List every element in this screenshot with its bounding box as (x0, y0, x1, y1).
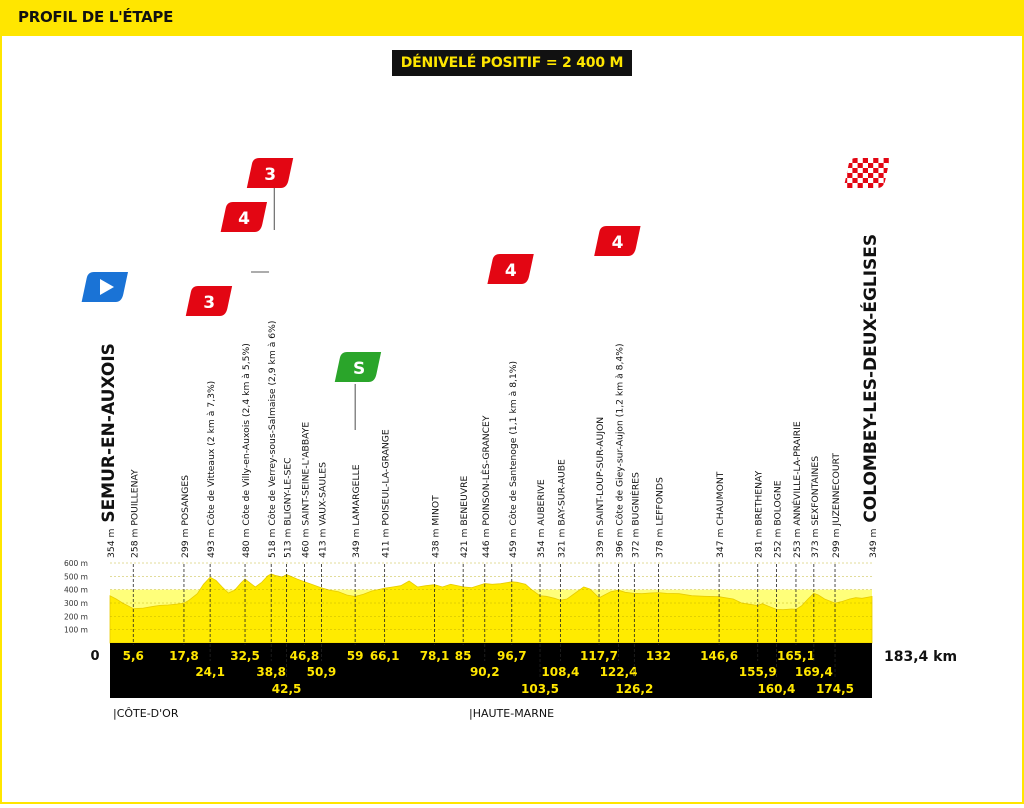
finish-marker (842, 158, 894, 188)
sprint-label: S (353, 359, 366, 379)
point-label: 518 m Côte de Verrey-sous-Salmaise (2,9 km à 6%) (267, 320, 279, 558)
point-label: 299 m JUZENNECOURT (831, 453, 843, 558)
point-label: 446 m POINSON-LÈS-GRANCEY (480, 415, 492, 558)
point-label: 253 m ANNÉVILLE-LA-PRAIRIE (791, 421, 803, 558)
km-value-label: 146,6 (700, 649, 739, 663)
km-value-label: 96,7 (496, 649, 527, 663)
point-label: 438 m MINOT (430, 495, 442, 558)
point-label: 349 m LAMARGELLE (351, 464, 363, 558)
km-value-label: 132 (645, 649, 671, 663)
checker-cell (873, 178, 878, 183)
km-value-label: 117,7 (580, 649, 619, 663)
point-label: 396 m Côte de Giey-sur-Aujon (1,2 km à 8,4%) (614, 343, 626, 558)
climb-category-label: 4 (611, 233, 624, 253)
km-value-label: 17,8 (169, 649, 199, 663)
checker-cell (884, 178, 889, 183)
y-tick-label: 200 m (63, 612, 88, 622)
point-label: 299 m POSANGES (179, 474, 191, 558)
point-altitude: 354 m (106, 525, 117, 558)
point-label: 411 m POISEUL-LA-GRANGE (380, 429, 392, 558)
checker-cell (863, 168, 868, 173)
sprint-marker (335, 352, 381, 382)
point-label: 354 m AUBERIVE (536, 479, 548, 558)
y-tick-label: 400 m (63, 585, 88, 595)
climb-category-marker (186, 286, 232, 316)
point-label (859, 234, 881, 558)
km-value-label: 103,5 (521, 682, 560, 696)
point-label: 252 m BOLOGNE (772, 480, 784, 558)
km-value-label: 66,1 (369, 649, 400, 663)
km-value-label: 122,4 (599, 665, 638, 679)
point-name: SEMUR-EN-AUXOIS (99, 343, 119, 523)
km-value-label: 78,1 (419, 649, 450, 663)
climb-category-label: 4 (504, 261, 517, 281)
checker-cell (884, 158, 889, 163)
checker-cell (842, 178, 847, 183)
km-value-label: 90,2 (469, 665, 500, 679)
y-tick-label: 300 m (63, 599, 88, 608)
point-label: 281 m BRETHENAY (753, 470, 765, 558)
point-label: 421 m BENEUVRE (459, 475, 471, 558)
checker-cell (847, 173, 852, 178)
checker-cell (873, 168, 878, 173)
point-label: 480 m Côte de Villy-en-Auxois (2,4 km à 5,5%) (241, 343, 253, 558)
km-start-label: 0 (90, 649, 100, 664)
climb-category-marker (247, 158, 293, 188)
climb-category-marker (487, 254, 533, 284)
region-label: |CÔTE-D'OR (113, 707, 179, 720)
climb-category-label: 4 (238, 209, 250, 229)
point-label: 321 m BAY-SUR-AUBE (556, 459, 568, 558)
km-value-label: 50,9 (306, 665, 337, 679)
markers-layer (82, 158, 894, 430)
km-value-label: 46,8 (289, 649, 320, 663)
km-end-label: 183,4 km (884, 649, 958, 665)
checker-cell (852, 168, 857, 173)
y-tick-label: 500 m (63, 572, 88, 582)
checker-cell (842, 168, 847, 173)
km-value-label: 85 (454, 649, 472, 663)
point-label: 372 m BUGNIÈRES (630, 472, 642, 558)
checker-cell (858, 183, 863, 188)
km-value-label: 174,5 (816, 682, 855, 696)
point-label: 493 m Côte de Vitteaux (2 km à 7,3%) (206, 380, 218, 558)
km-value-label: 59 (346, 649, 364, 663)
elevation-gain-badge: DÉNIVELÉ POSITIF = 2 400 M (392, 50, 632, 76)
checker-cell (873, 158, 878, 163)
point-label: 459 m Côte de Santenoge (1,1 km à 8,1%) (507, 360, 519, 558)
point-label: 460 m SAINT-SEINE-L'ABBAYE (300, 421, 312, 558)
km-band (90, 643, 957, 698)
page-title: PROFIL DE L'ÉTAPE (18, 8, 174, 26)
point-label: 258 m POUILLENAY (129, 469, 141, 558)
checker-cell (878, 173, 883, 178)
point-label: 339 m SAINT-LOUP-SUR-AUJON (595, 416, 607, 558)
point-label: 513 m BLIGNY-LE-SEC (282, 457, 294, 558)
km-value-label: 32,5 (230, 649, 260, 663)
checker-cell (889, 183, 894, 188)
checker-cell (847, 163, 852, 168)
checker-cell (889, 173, 894, 178)
checker-cell (847, 183, 852, 188)
climb-category-label: 3 (264, 165, 277, 185)
checker-cell (868, 163, 873, 168)
point-name: COLOMBEY-LES-DEUX-ÉGLISES (861, 233, 881, 523)
checker-cell (889, 163, 894, 168)
point-label: 347 m CHAUMONT (715, 471, 727, 558)
km-value-label: 38,8 (256, 665, 287, 679)
point-label: 373 m SEXFONTAINES (809, 455, 821, 558)
checker-cell (863, 158, 868, 163)
checker-cell (852, 158, 857, 163)
point-altitude: 349 m (868, 525, 879, 558)
checker-cell (858, 173, 863, 178)
climb-category-marker (221, 202, 267, 232)
checker-cell (884, 168, 889, 173)
checker-cell (842, 158, 847, 163)
y-tick-label: 100 m (63, 625, 88, 635)
checker-cell (878, 163, 883, 168)
checker-cell (868, 173, 873, 178)
km-value-label: 169,4 (794, 665, 833, 679)
checker-cell (878, 183, 883, 188)
checkered-flag-icon (842, 158, 894, 188)
km-value-label: 165,1 (776, 649, 815, 663)
y-tick-label: 600 m (63, 559, 88, 568)
km-value-label: 5,6 (122, 649, 144, 663)
regions-layer (113, 707, 554, 720)
km-value-label: 160,4 (757, 682, 796, 696)
checker-cell (868, 183, 873, 188)
region-label: |HAUTE-MARNE (469, 707, 555, 720)
climb-category-label: 3 (203, 293, 216, 313)
km-value-label: 42,5 (271, 682, 302, 696)
km-value-label: 126,2 (615, 682, 654, 696)
climb-category-marker (594, 226, 640, 256)
point-label: 413 m VAUX-SAULES (317, 462, 329, 558)
point-label (99, 343, 119, 558)
checker-cell (858, 163, 863, 168)
checker-cell (852, 178, 857, 183)
km-value-label: 108,4 (541, 665, 580, 679)
checker-cell (863, 178, 868, 183)
start-marker (82, 272, 128, 302)
point-label: 378 m LEFFONDS (654, 477, 666, 558)
km-value-label: 24,1 (195, 665, 225, 679)
km-value-label: 155,9 (738, 665, 777, 679)
